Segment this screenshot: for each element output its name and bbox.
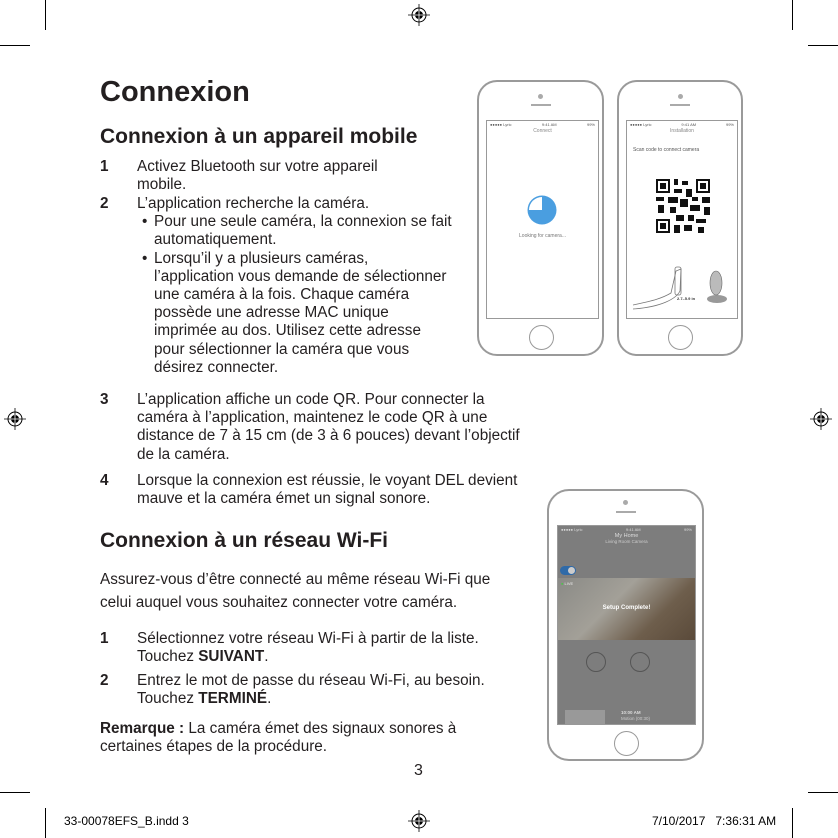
- qr-code-icon: [654, 177, 712, 235]
- camera-snapshot-icon: [630, 652, 650, 672]
- microphone-icon: [586, 652, 606, 672]
- step-number: 4: [100, 472, 109, 489]
- screen-subtitle: Living Room Camera: [605, 539, 648, 544]
- step-3: [100, 391, 540, 464]
- registration-mark-icon: [408, 810, 430, 832]
- screen-title: Installation: [670, 128, 694, 134]
- section-heading-wifi: Connexion à un réseau Wi-Fi: [100, 529, 389, 552]
- registration-mark-icon: [4, 408, 26, 430]
- phone-connect-illustration: ●●●●● Lyric 9:41 AM 99% Connect Looking for camera...: [477, 80, 604, 356]
- hand-and-camera-icon: [631, 261, 731, 311]
- step-text: Sélectionnez votre réseau Wi-Fi à partir de la liste. Touchez SUIVANT.: [137, 630, 479, 666]
- note: Remarque : La caméra émet des signaux sonores à certaines étapes de la procédure.: [100, 720, 457, 756]
- step-number: 2: [100, 672, 109, 689]
- slug-filename: 33-00078EFS_B.indd 3: [64, 814, 189, 828]
- distance-label: 2.7–5.9 in: [677, 296, 696, 301]
- page-number: 3: [414, 762, 423, 779]
- screen-title: My Home: [614, 533, 639, 539]
- step-number: 1: [100, 630, 109, 647]
- bullet-item: • Pour une seule caméra, la connexion se fait automatiquement.: [142, 213, 457, 249]
- crop-mark: [792, 808, 793, 838]
- live-camera-feed: ● LIVE Setup Complete!: [558, 578, 695, 640]
- instruction: Scan code to connect camera: [633, 147, 700, 153]
- screen-title: Connect: [533, 128, 552, 134]
- toggle-switch: [560, 566, 576, 575]
- event-time: 10:00 AM: [621, 710, 641, 715]
- crop-mark: [45, 808, 46, 838]
- step-2: [100, 195, 460, 377]
- slug-date: 7/10/2017 7:36:31 AM: [652, 814, 777, 828]
- bullet-text: Pour une seule caméra, la connexion se fait automatiquement.: [154, 213, 452, 249]
- phone-qr-illustration: ●●●●● Lyric 9:41 AM 99% Installation Scan code to connect camera 2.7–5.9 in: [617, 80, 743, 356]
- step-text: Lorsque la connexion est réussie, le voyant DEL devient mauve et la caméra émet un signal sonore.: [137, 472, 518, 508]
- setup-complete-message: Setup Complete!: [602, 605, 651, 611]
- crop-mark: [808, 792, 838, 793]
- bullet-text: Lorsqu’il y a plusieurs caméras, l’application vous demande de sélectionner une caméra à la fois. Chaque caméra possède une adresse MAC unique imprimée au dos. Utilisez cette adresse pour sélectionner la caméra que vous désirez connecter.: [154, 249, 447, 376]
- crop-mark: [0, 45, 30, 46]
- wifi-intro: Assurez-vous d’être connecté au même réseau Wi-Fi que celui auquel vous souhaitez connecter votre caméra.: [100, 571, 491, 611]
- step-1: [100, 158, 460, 194]
- step-text: Entrez le mot de passe du réseau Wi-Fi, au besoin. Touchez TERMINÉ.: [137, 672, 485, 708]
- registration-mark-icon: [408, 4, 430, 26]
- crop-mark: [45, 0, 46, 30]
- event-description: Motion (00:30): [621, 716, 651, 721]
- crop-mark: [0, 792, 30, 793]
- step-text: L’application recherche la caméra.: [137, 195, 370, 212]
- step-4: [100, 472, 540, 508]
- crop-mark: [808, 45, 838, 46]
- page-title: Connexion: [100, 76, 250, 108]
- bullet-item: • Lorsqu’il y a plusieurs caméras, l’application vous demande de sélectionner une caméra à la fois. Chaque caméra possède une adresse MAC unique imprimée au dos. Utilisez cette adresse pour sélectionner la caméra que vous désirez connecter.: [142, 250, 457, 377]
- section-heading-mobile: Connexion à un appareil mobile: [100, 125, 418, 148]
- registration-mark-icon: [810, 408, 832, 430]
- phone-setup-complete-illustration: ●●●●● Lyric 9:41 AM 99% My Home Living Room Camera ● LIVE Setup Complete! 10:00 AM Motion (00:30): [547, 489, 704, 761]
- loading-spinner-icon: [527, 195, 557, 225]
- step-text: Activez Bluetooth sur votre appareil mobile.: [137, 158, 378, 194]
- status-message: Looking for camera...: [519, 233, 566, 239]
- step-number: 2: [100, 195, 109, 212]
- crop-mark: [792, 0, 793, 30]
- wifi-step-1: [100, 630, 540, 666]
- step-number: 3: [100, 391, 109, 408]
- step-text: L’application affiche un code QR. Pour connecter la caméra à l’application, maintenez le code QR à une distance de 7 à 15 cm (de 3 à 6 pouces) devant l’objectif de la caméra.: [137, 391, 520, 463]
- wifi-step-2: [100, 672, 540, 708]
- step-number: 1: [100, 158, 109, 175]
